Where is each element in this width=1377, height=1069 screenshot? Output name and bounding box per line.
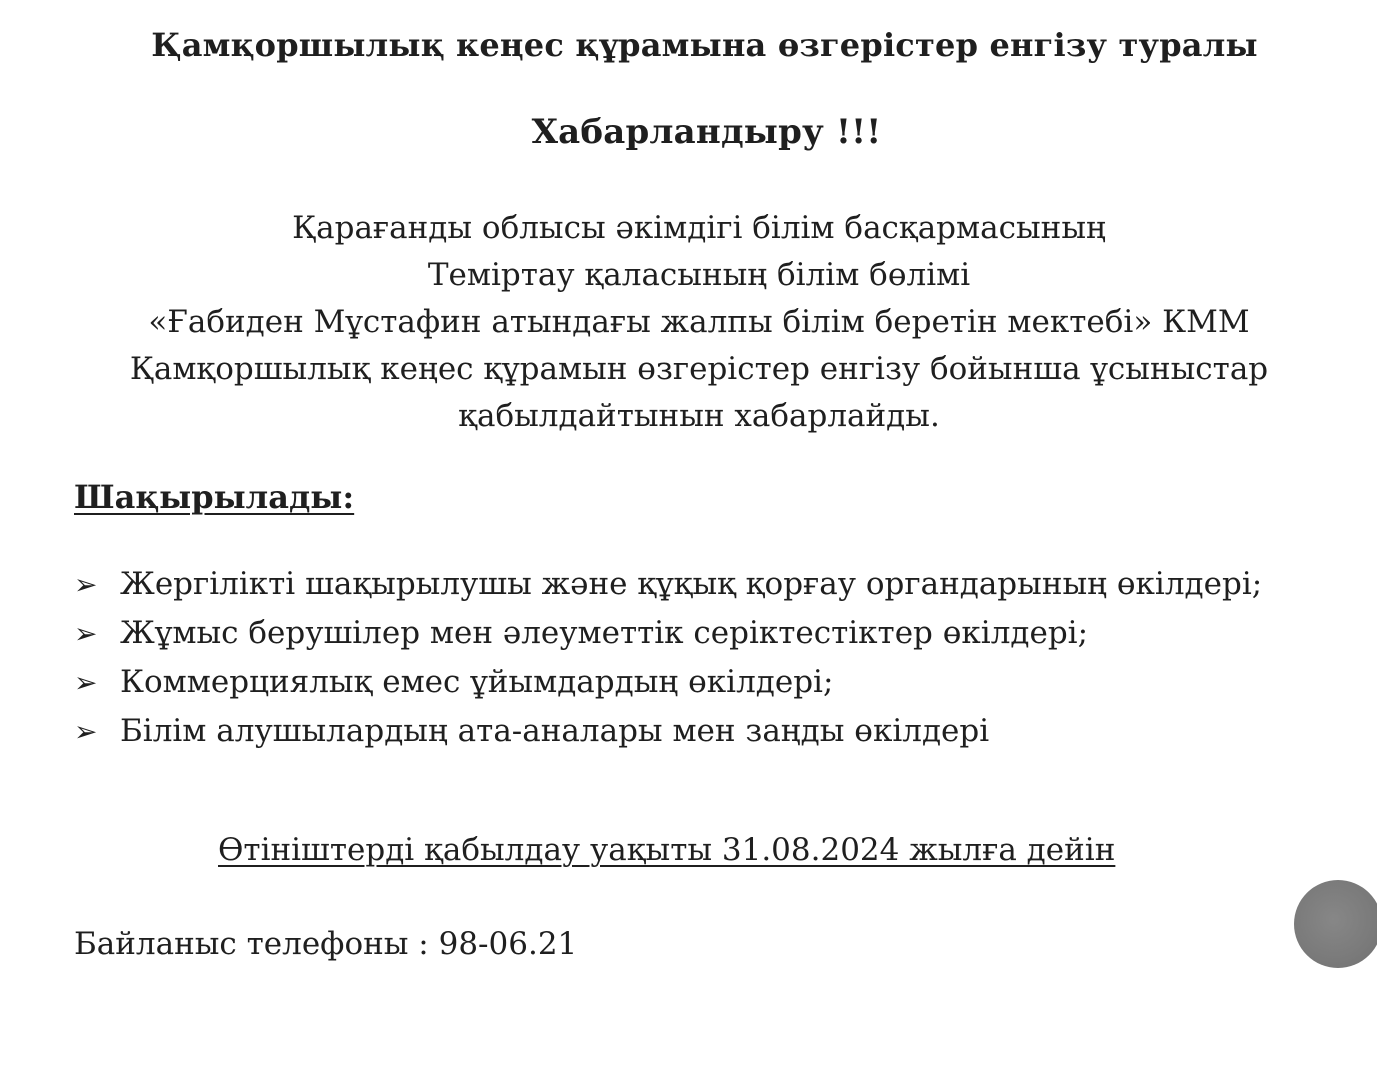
list-item bbox=[74, 562, 1274, 607]
announcement-heading: Хабарландыру !!! bbox=[531, 112, 882, 152]
body-line: Қамқоршылық кеңес құрамын өзгерістер енгізу бойынша ұсыныстар bbox=[129, 351, 1269, 387]
list-item bbox=[74, 611, 1274, 656]
arrow-bullet-icon: ➢ bbox=[74, 617, 98, 650]
announcement-body bbox=[74, 205, 1324, 440]
list-item bbox=[74, 709, 1274, 754]
arrow-bullet-icon: ➢ bbox=[74, 666, 98, 699]
list-item-text: Жұмыс берушілер мен әлеуметтік серіктестіктер өкілдері; bbox=[120, 615, 1089, 651]
list-item-text: Коммерциялық емес ұйымдардың өкілдері; bbox=[120, 664, 834, 700]
body-line: Теміртау қаласының білім бөлімі bbox=[427, 257, 971, 293]
body-line: қабылдайтынын хабарлайды. bbox=[458, 398, 940, 434]
list-item-text: Білім алушылардың ата-аналары мен заңды өкілдері bbox=[120, 713, 990, 749]
list-item bbox=[74, 660, 1274, 705]
arrow-bullet-icon: ➢ bbox=[74, 715, 98, 748]
list-item-text: Жергілікті шақырылушы және құқық қорғау органдарының өкілдері; bbox=[120, 566, 1263, 602]
document-title: Қамқоршылық кеңес құрамына өзгерістер енгізу туралы bbox=[151, 26, 1258, 64]
body-line: Қарағанды облысы әкімдігі білім басқармасының bbox=[292, 210, 1106, 246]
arrow-bullet-icon: ➢ bbox=[74, 568, 98, 601]
invited-list bbox=[74, 562, 1274, 758]
invited-heading: Шақырылады: bbox=[74, 478, 355, 516]
deadline-text: Өтініштерді қабылдау уақыты 31.08.2024 жылға дейін bbox=[218, 832, 1116, 868]
body-line: «Ғабиден Мұстафин атындағы жалпы білім беретін мектебі» КММ bbox=[148, 304, 1250, 340]
punch-hole-mark bbox=[1294, 880, 1377, 968]
contact-phone: Байланыс телефоны : 98-06.21 bbox=[74, 926, 578, 962]
